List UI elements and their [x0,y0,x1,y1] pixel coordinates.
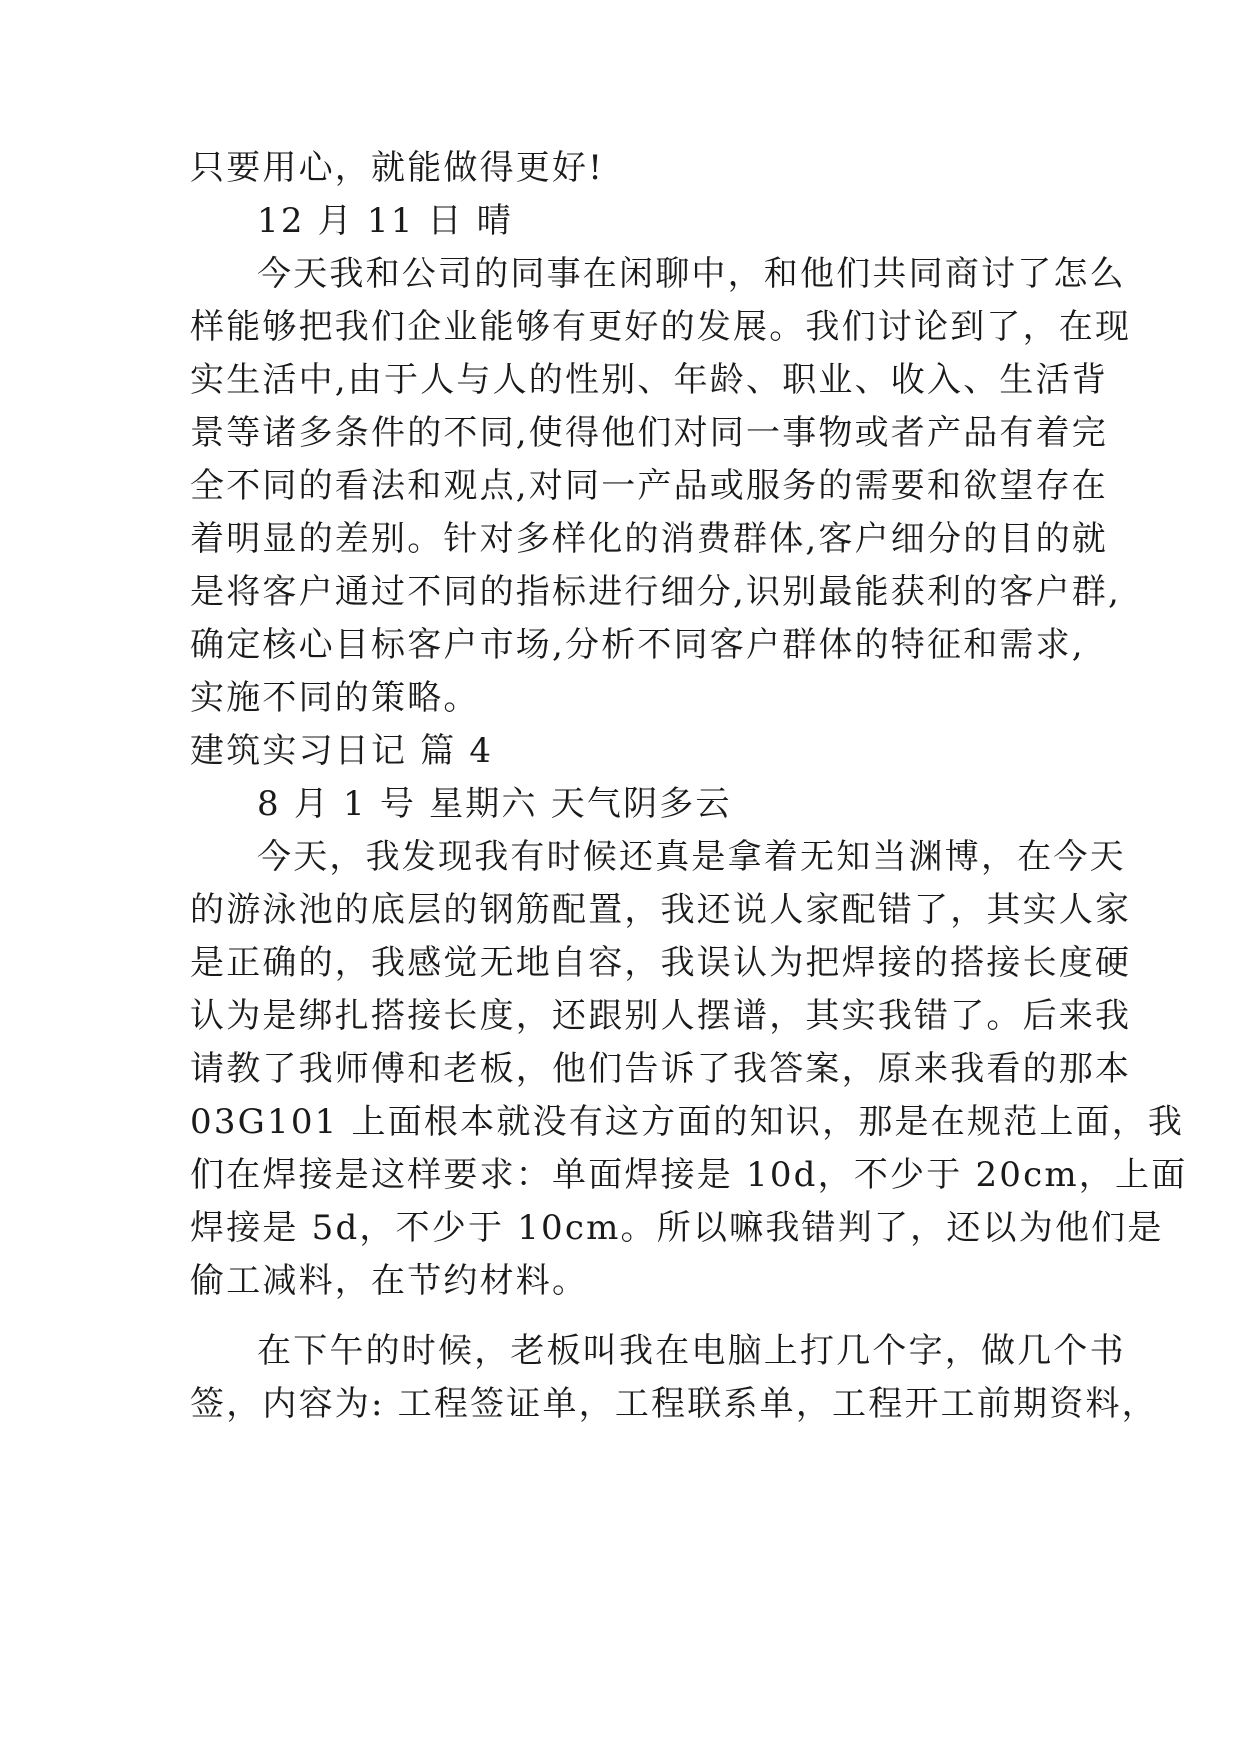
paragraph-line: 确定核心目标客户市场,分析不同客户群体的特征和需求, [190,625,1085,665]
paragraph-line: 是正确的，我感觉无地自容，我误认为把焊接的搭接长度硬 [190,943,1132,983]
paragraph-line: 景等诸多条件的不同,使得他们对同一事物或者产品有着完 [190,413,1109,453]
paragraph-line: 认为是绑扎搭接长度，还跟别人摆谱，其实我错了。后来我 [190,996,1132,1036]
paragraph-line: 是将客户通过不同的指标进行细分,识别最能获利的客户群, [190,572,1122,612]
paragraph-line: 03G101 上面根本就没有这方面的知识，那是在规范上面，我 [190,1102,1185,1142]
paragraph-line: 今天，我发现我有时候还真是拿着无知当渊博，在今天 [257,837,1126,877]
paragraph-line: 焊接是 5d，不少于 10cm。所以嘛我错判了，还以为他们是 [190,1208,1164,1248]
paragraph-line: 偷工减料，在节约材料。 [190,1261,589,1301]
paragraph-line: 签，内容为: 工程签证单，工程联系单，工程开工前期资料， [190,1384,1158,1424]
paragraph-line: 实生活中,由于人与人的性别、年龄、职业、收入、生活背 [190,360,1109,400]
paragraph-line: 们在焊接是这样要求：单面焊接是 10d，不少于 20cm，上面 [190,1155,1188,1195]
diary-date-heading: 8 月 1 号 星期六 天气阴多云 [257,784,732,824]
paragraph-line: 全不同的看法和观点,对同一产品或服务的需要和欲望存在 [190,466,1109,506]
diary-date-heading: 12 月 11 日 晴 [257,201,513,241]
section-heading: 建筑实习日记 篇 4 [190,731,494,771]
paragraph-line: 只要用心，就能做得更好! [190,148,605,188]
paragraph-line: 在下午的时候，老板叫我在电脑上打几个字，做几个书 [257,1331,1126,1371]
paragraph-line: 实施不同的策略。 [190,678,480,718]
paragraph-line: 样能够把我们企业能够有更好的发展。我们讨论到了，在现 [190,307,1132,347]
paragraph-line: 请教了我师傅和老板，他们告诉了我答案，原来我看的那本 [190,1049,1132,1089]
paragraph-line: 今天我和公司的同事在闲聊中，和他们共同商讨了怎么 [257,254,1126,294]
paragraph-line: 着明显的差别。针对多样化的消费群体,客户细分的目的就 [190,519,1109,559]
paragraph-line: 的游泳池的底层的钢筋配置，我还说人家配错了，其实人家 [190,890,1132,930]
